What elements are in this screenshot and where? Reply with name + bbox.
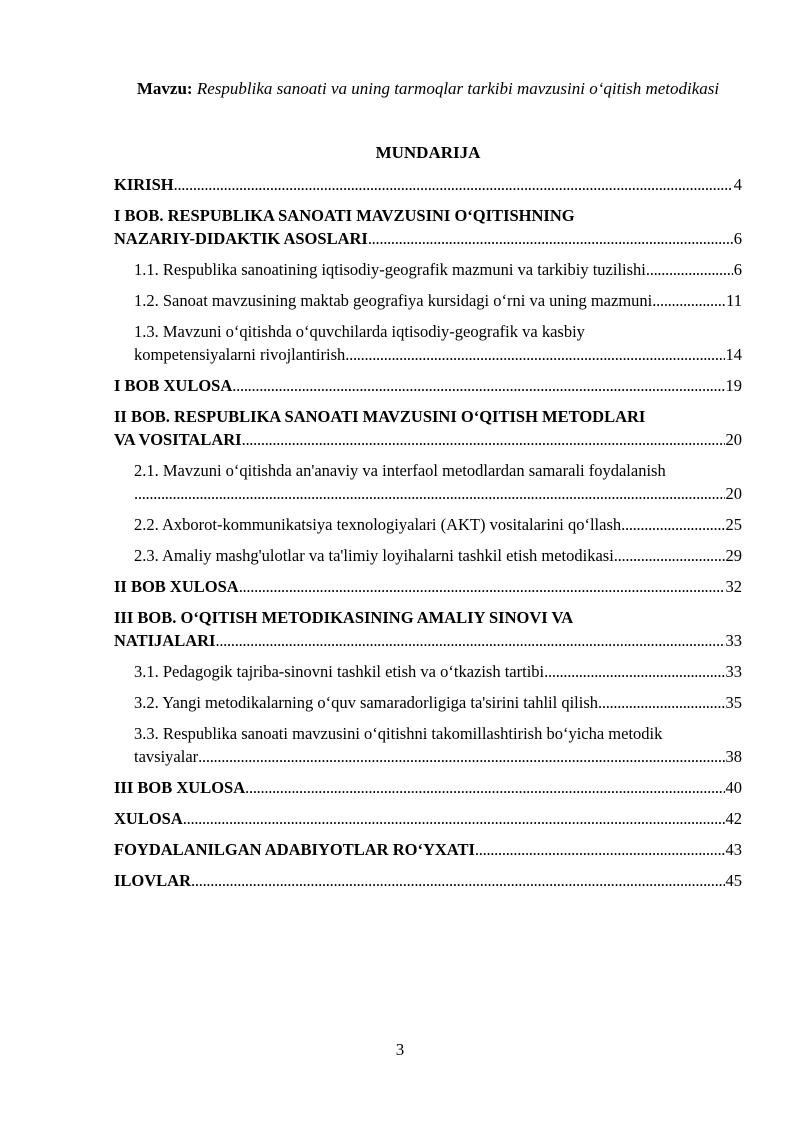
toc-entry-text: 3.2. Yangi metodikalarning o‘quv samaradorligiga ta'sirini tahlil qilish xyxy=(134,693,598,712)
toc-entry-text: KIRISH xyxy=(114,175,174,194)
toc-page-number: 25 xyxy=(725,515,742,534)
toc-entry-3-1[interactable] xyxy=(114,660,742,683)
toc-entry-text: 3.1. Pedagogik tajriba-sinovni tashkil etish va o‘tkazish tartibi xyxy=(134,662,545,681)
toc-entry-line: III BOB. O‘QITISH METODIKASINING AMALIY SINOVI VA xyxy=(114,608,574,627)
topic-heading xyxy=(114,74,742,103)
toc-page-number: 35 xyxy=(725,693,742,712)
toc-entry-number: 1.2. xyxy=(134,291,159,310)
toc-entry-text: II BOB XULOSA xyxy=(114,577,239,596)
toc-page-number: 42 xyxy=(725,809,742,828)
toc-entry-3-3[interactable] xyxy=(114,722,742,768)
toc-entry-text: NATIJALARI xyxy=(114,631,216,650)
toc-entry-2-3[interactable] xyxy=(114,544,742,567)
toc-entry-text: I BOB XULOSA xyxy=(114,376,233,395)
toc-entry-line: 2.1. Mavzuni o‘qitishda an'anaviy va interfaol metodlardan samarali foydalanish xyxy=(134,461,666,480)
toc-page-number: 6 xyxy=(733,260,742,279)
toc-page-number: 45 xyxy=(725,871,742,890)
toc-entry-1-2[interactable] xyxy=(114,289,742,312)
toc-page-number: 20 xyxy=(725,430,742,449)
toc-page-number: 11 xyxy=(726,291,742,310)
toc-entry-3-2[interactable] xyxy=(114,691,742,714)
toc-entry-text: 2.2. Axborot-kommunikatsiya texnologiyalari (AKT) vositalarini qo‘llash xyxy=(134,515,622,534)
toc-entry-text: Sanoat mavzusining maktab geografiya kursidagi o‘rni va uning mazmuni xyxy=(162,291,653,310)
toc-title: MUNDARIJA xyxy=(375,143,481,162)
toc-entry-appendices[interactable] xyxy=(114,869,742,892)
toc-entry-chapter-1-summary[interactable] xyxy=(114,374,742,397)
toc-page-number: 32 xyxy=(725,577,742,596)
page-number: 3 xyxy=(395,1040,405,1059)
toc-entry-chapter-3-summary[interactable] xyxy=(114,776,742,799)
toc-entry-text: tavsiyalar xyxy=(134,747,199,766)
toc-entry-text: FOYDALANILGAN ADABIYOTLAR RO‘YXATI xyxy=(114,840,475,859)
toc-page-number: 40 xyxy=(725,778,742,797)
toc-page-number: 19 xyxy=(725,376,742,395)
toc-entry-kirish[interactable] xyxy=(114,173,742,196)
toc-entry-text: Respublika sanoatining iqtisodiy-geografik mazmuni va tarkibiy tuzilishi xyxy=(162,260,646,279)
toc-entry-line: I BOB. RESPUBLIKA SANOATI MAVZUSINI O‘QITISHNING xyxy=(114,206,575,225)
toc-entry-chapter-2-summary[interactable] xyxy=(114,575,742,598)
toc-page-number: 38 xyxy=(725,747,742,766)
toc-page-number: 4 xyxy=(733,175,742,194)
toc-page-number: 6 xyxy=(733,229,742,248)
toc-page-number: 33 xyxy=(725,631,742,650)
toc-entry-chapter-1[interactable] xyxy=(114,204,742,250)
table-of-contents xyxy=(114,173,742,900)
toc-entry-1-1[interactable] xyxy=(114,258,742,281)
topic-label: Mavzu: xyxy=(136,79,193,98)
toc-page-number: 20 xyxy=(725,484,742,503)
toc-entry-line: 3.3. Respublika sanoati mavzusini o‘qitishni takomillashtirish bo‘yicha metodik xyxy=(134,724,663,743)
toc-page-number: 29 xyxy=(725,546,742,565)
toc-entry-chapter-3[interactable] xyxy=(114,606,742,652)
toc-entry-text: VA VOSITALARI xyxy=(114,430,242,449)
toc-entry-chapter-2[interactable] xyxy=(114,405,742,451)
toc-entry-xulosa[interactable] xyxy=(114,807,742,830)
toc-entry-text: 2.3. Amaliy mashg'ulotlar va ta'limiy loyihalarni tashkil etish metodikasi xyxy=(134,546,614,565)
toc-entry-text: XULOSA xyxy=(114,809,183,828)
toc-entry-number: 1.3. xyxy=(134,322,159,341)
toc-page-number: 33 xyxy=(725,662,742,681)
toc-entry-2-1[interactable] xyxy=(114,459,742,505)
toc-entry-text: ILOVLAR xyxy=(114,871,192,890)
toc-entry-line: II BOB. RESPUBLIKA SANOATI MAVZUSINI O‘QITISH METODLARI xyxy=(114,407,646,426)
toc-entry-number: 1.1. xyxy=(134,260,159,279)
toc-entry-text: NAZARIY-DIDAKTIK ASOSLARI xyxy=(114,229,368,248)
toc-page-number: 14 xyxy=(725,345,742,364)
toc-entry-references[interactable] xyxy=(114,838,742,861)
toc-page-number: 43 xyxy=(725,840,742,859)
toc-entry-1-3[interactable] xyxy=(114,320,742,366)
toc-entry-line: Mavzuni o‘qitishda o‘quvchilarda iqtisodiy-geografik va kasbiy xyxy=(162,322,585,341)
toc-entry-text: III BOB XULOSA xyxy=(114,778,246,797)
toc-entry-text: kompetensiyalarni rivojlantirish xyxy=(134,345,346,364)
toc-entry-2-2[interactable] xyxy=(114,513,742,536)
topic-text: Respublika sanoati va uning tarmoqlar tarkibi mavzusini o‘qitish metodikasi xyxy=(196,79,720,98)
